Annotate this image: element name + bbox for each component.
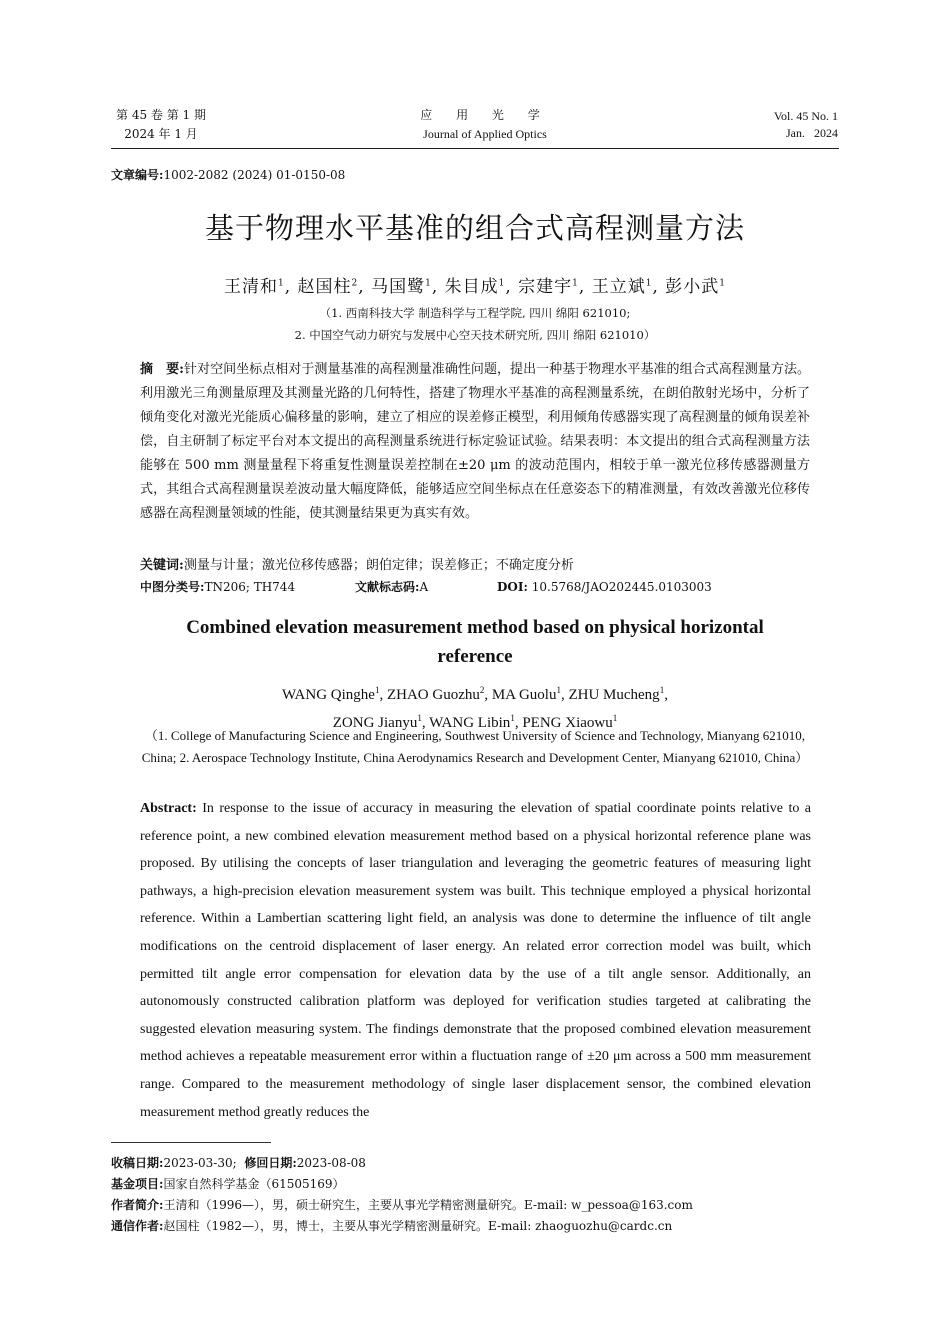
- author-name-cn: 彭小武: [665, 277, 720, 297]
- abstract-en: [140, 795, 811, 1126]
- author-name-en: ZHU Mucheng: [568, 687, 660, 703]
- author-name-cn: 王立斌: [591, 277, 646, 297]
- abstract-en-label: Abstract:: [140, 801, 197, 816]
- article-number-value: 1002-2082 (2024) 01-0150-08: [163, 168, 346, 182]
- footnote-author-bio: [111, 1195, 851, 1216]
- author-name-en: WANG Qinghe: [282, 687, 375, 703]
- author-list-cn: 王清和$^1$, 赵国柱$^2$, 马国鹭$^1$, 朱目成$^1$, 宗建宇$^1$, 王立斌$^1$, 彭小武$^1$: [223, 277, 726, 297]
- abstract-cn: [140, 358, 810, 526]
- issue-date-en: Jan. 2024: [786, 126, 838, 140]
- fund-value: 国家自然科学基金（61505169）: [163, 1177, 345, 1191]
- affiliation-cn-2: 2. 中国空气动力研究与发展中心空天技术研究所, 四川 绵阳 621010）: [294, 328, 656, 342]
- abstract-en-text: In response to the issue of accuracy in measuring the elevation of spatial coordinate points relative to a reference point, a new combined elevation measurement method based on a physical horizontal reference plane was proposed. By utilising the concepts of laser triangulation and leveraging the geometric features of measuring light pathways, a high-precision elevation measurement system was built. This technique employed a physical horizontal reference. Within a Lambertian scattering light field, an analysis was done to determine the influence of tilt angle modifications on the centroid displacement of laser energy. An related error correction model was built, which permitted tilt angle error compensation for elevation data by the use of a tilt angle sensor. Additionally, an autonomously constructed calibration platform was deployed for verification studies targeted at calibrating the suggested elevation measuring system. The findings demonstrate that the proposed combined elevation measurement method achieves a repeatable measurement error within a fluctuation range of ±20 μm across a 500 mm measurement range. Compared to the measurement methodology of single laser displacement sensor, the combined elevation measurement method greatly reduces the: [140, 801, 811, 1120]
- title-chinese: 基于物理水平基准的组合式高程测量方法: [204, 211, 745, 245]
- keywords-cn: [140, 554, 810, 573]
- corresponding-label: 通信作者:: [111, 1219, 164, 1233]
- footnotes: [111, 1153, 851, 1237]
- issue-volume-en: Vol. 45 No. 1: [773, 109, 838, 123]
- issue-date-cn: 2024 年 1 月: [124, 127, 198, 141]
- author-name-cn: 宗建宇: [518, 277, 573, 297]
- author-affiliation-mark: 1: [374, 685, 380, 695]
- journal-name-cn: 应 用 光 学: [420, 108, 550, 122]
- author-name-cn: 王清和: [223, 277, 278, 297]
- author-name-en: ZONG Jianyu: [332, 715, 418, 731]
- affiliation-cn-1: （1. 西南科技大学 制造科学与工程学院, 四川 绵阳 621010;: [319, 306, 631, 320]
- keywords-cn-text: 测量与计量；激光位移传感器；朗伯定律；误差修正；不确定度分析: [183, 558, 574, 573]
- article-number: [111, 166, 345, 183]
- doi-label: DOI:: [497, 580, 528, 594]
- author-name-cn: 朱目成: [444, 277, 499, 297]
- clc-label: 中图分类号:: [140, 580, 205, 594]
- affiliations-cn: [111, 302, 839, 346]
- doi: [497, 580, 712, 594]
- document-code-label: 文献标志码:: [355, 580, 420, 594]
- abstract-cn-label: 摘 要:: [140, 362, 184, 377]
- footnote-dates: [111, 1153, 851, 1174]
- author-affiliation-mark: 2: [351, 278, 359, 289]
- author-bio-value: 王清和（1996—），男，硕士研究生，主要从事光学精密测量研究。E-mail: w_pessoa@163.com: [163, 1198, 693, 1212]
- abstract-cn-text: 针对空间坐标点相对于测量基准的高程测量准确性问题，提出一种基于物理水平基准的组合式高程测量方法。利用激光三角测量原理及其测量光路的几何特性，搭建了物理水平基准的高程测量系统，在朗伯散射光场中，分析了倾角变化对激光光能质心偏移量的影响，建立了相应的误差修正模型，利用倾角传感器实现了高程测量的倾角误差补偿，自主研制了标定平台对本文提出的高程测量系统进行标定验证试验。结果表明：本文提出的组合式高程测量方法能够在 500 mm 测量量程下将重复性测量误差控制在±20 μm 的波动范围内，相较于单一激光位移传感器测量方式，其组合式高程测量误差波动量大幅度降低，能够适应空间坐标点在任意姿态下的精准测量，有效改善激光位移传感器在高程测量领域的性能，使其测量结果更为真实有效。: [140, 362, 810, 521]
- keywords-cn-label: 关键词:: [140, 558, 184, 573]
- author-name-en: WANG Libin: [429, 715, 511, 731]
- author-affiliation-mark: 1: [510, 713, 515, 723]
- author-affiliation-mark: 1: [645, 278, 653, 289]
- document-code: [355, 578, 497, 595]
- author-affiliation-mark: 1: [719, 278, 726, 289]
- footnote-divider: [111, 1142, 271, 1143]
- clc-code: [140, 578, 355, 595]
- affiliation-en: （1. College of Manufacturing Science and Engineering, Southwest University of Science and Technology, Mianyang 621010, China; 2. Aerospace Technology Institute, China Aerodynamics Research and Development Center, Mianyang 621010, China）: [141, 728, 809, 765]
- footnote-corresponding: [111, 1216, 851, 1237]
- footnote-fund: [111, 1174, 851, 1195]
- author-name-cn: 赵国柱: [297, 277, 352, 297]
- revised-value: 2023-08-08: [296, 1156, 366, 1170]
- author-bio-label: 作者简介:: [111, 1198, 164, 1212]
- author-name-cn: 马国鹭: [371, 277, 426, 297]
- author-list-en: WANG Qinghe$^1$, ZHAO Guozhu$^2$, MA Guolu$^1$, ZHU Mucheng$^1$, ZONG Jianyu$^1$, WANG Libin$^1$, PENG Xiaowu$^1$: [282, 685, 668, 731]
- author-affiliation-mark: 1: [498, 278, 506, 289]
- revised-label: 修回日期:: [244, 1156, 297, 1170]
- corresponding-value: 赵国柱（1982—），男，博士，主要从事光学精密测量研究。E-mail: zhaoguozhu@cardc.cn: [163, 1219, 673, 1233]
- classification-line: [140, 578, 810, 595]
- clc-value: TN206; TH744: [204, 580, 296, 594]
- author-affiliation-mark: 1: [612, 713, 618, 723]
- journal-issue-en: [774, 108, 838, 142]
- fund-label: 基金项目:: [111, 1177, 164, 1191]
- author-affiliation-mark: 2: [479, 685, 485, 695]
- author-name-en: ZHAO Guozhu: [386, 687, 480, 703]
- article-number-label: 文章编号:: [111, 168, 164, 182]
- author-affiliation-mark: 1: [277, 278, 285, 289]
- author-affiliation-mark: 1: [659, 685, 665, 695]
- received-value: 2023-03-30;: [163, 1156, 237, 1170]
- journal-issue-cn: [113, 106, 209, 144]
- received-label: 收稿日期:: [111, 1156, 164, 1170]
- author-name-en: PENG Xiaowu: [522, 715, 613, 731]
- author-affiliation-mark: 1: [556, 685, 561, 695]
- header-divider: [111, 148, 839, 149]
- author-affiliation-mark: 1: [425, 278, 432, 289]
- author-affiliation-mark: 1: [417, 713, 422, 723]
- issue-volume-cn: 第 45 卷 第 1 期: [116, 108, 206, 122]
- journal-name: [380, 106, 590, 144]
- journal-name-en: Journal of Applied Optics: [423, 127, 547, 141]
- doi-value: 10.5768/JAO202445.0103003: [531, 580, 712, 594]
- document-code-value: A: [419, 580, 429, 594]
- author-name-en: MA Guolu: [491, 687, 557, 703]
- title-english: Combined elevation measurement method based on physical horizontal reference: [186, 617, 764, 667]
- author-affiliation-mark: 1: [572, 278, 579, 289]
